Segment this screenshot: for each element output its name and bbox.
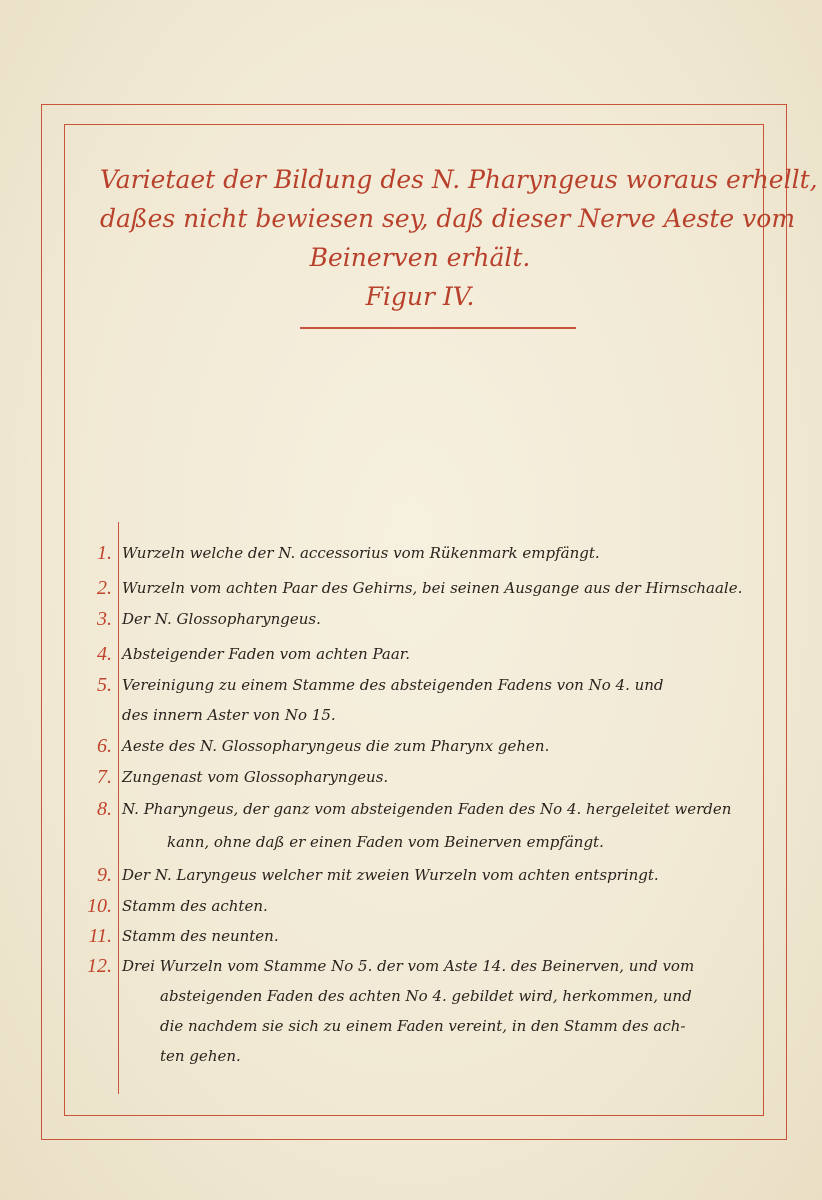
item-number: 8. [97, 798, 112, 820]
item-number: 2. [97, 577, 112, 599]
item-text: Wurzeln vom achten Paar des Gehirns, bei seinen Ausgange aus der Hirnschaale. [122, 579, 743, 597]
item-number: 10. [87, 895, 112, 917]
item-text-continued: kann, ohne daß er einen Faden vom Beinerven empfängt. [167, 833, 604, 851]
item-text: Drei Wurzeln vom Stamme No 5. der vom Aste 14. des Beinerven, und vom [122, 957, 695, 975]
item-text: Zungenast vom Glossopharyngeus. [122, 768, 389, 786]
item-text-continued: des innern Aster von No 15. [122, 706, 336, 724]
item-text: Aeste des N. Glossopharyngeus die zum Pharynx gehen. [122, 737, 550, 755]
item-number: 3. [97, 608, 112, 630]
item-text-continued: die nachdem sie sich zu einem Faden vereint, in den Stamm des ach- [160, 1017, 686, 1035]
item-text-continued: ten gehen. [160, 1047, 241, 1065]
title-line: Varietaet der Bildung des N. Pharyngeus woraus erhellt, [100, 165, 818, 194]
item-text: Stamm des achten. [122, 897, 268, 915]
item-number: 6. [97, 735, 112, 757]
item-text: Stamm des neunten. [122, 927, 279, 945]
item-number: 5. [97, 674, 112, 696]
title-underline [300, 327, 576, 329]
page-title [100, 160, 818, 316]
item-text: Der N. Laryngeus welcher mit zweien Wurzeln vom achten entspringt. [122, 866, 659, 884]
item-text: Vereinigung zu einem Stamme des absteigenden Fadens von No 4. und [122, 676, 664, 694]
title-line: Beinerven erhält. [309, 243, 531, 272]
item-number: 7. [97, 766, 112, 788]
item-number: 12. [87, 955, 112, 977]
item-number: 4. [97, 643, 112, 665]
title-line: daßes nicht bewiesen sey, daß dieser Nerve Aeste vom [100, 204, 796, 233]
item-number: 1. [97, 542, 112, 564]
figure-label: Figur IV. [365, 282, 475, 311]
item-number: 9. [97, 864, 112, 886]
item-text: Der N. Glossopharyngeus. [122, 610, 321, 628]
item-text: Absteigender Faden vom achten Paar. [122, 645, 411, 663]
item-text: Wurzeln welche der N. accessorius vom Rükenmark empfängt. [122, 544, 600, 562]
margin-rule [118, 522, 119, 1094]
item-text: N. Pharyngeus, der ganz vom absteigenden Faden des No 4. hergeleitet werden [122, 800, 732, 818]
item-number: 11. [88, 925, 112, 947]
item-text-continued: absteigenden Faden des achten No 4. gebildet wird, herkommen, und [160, 987, 692, 1005]
